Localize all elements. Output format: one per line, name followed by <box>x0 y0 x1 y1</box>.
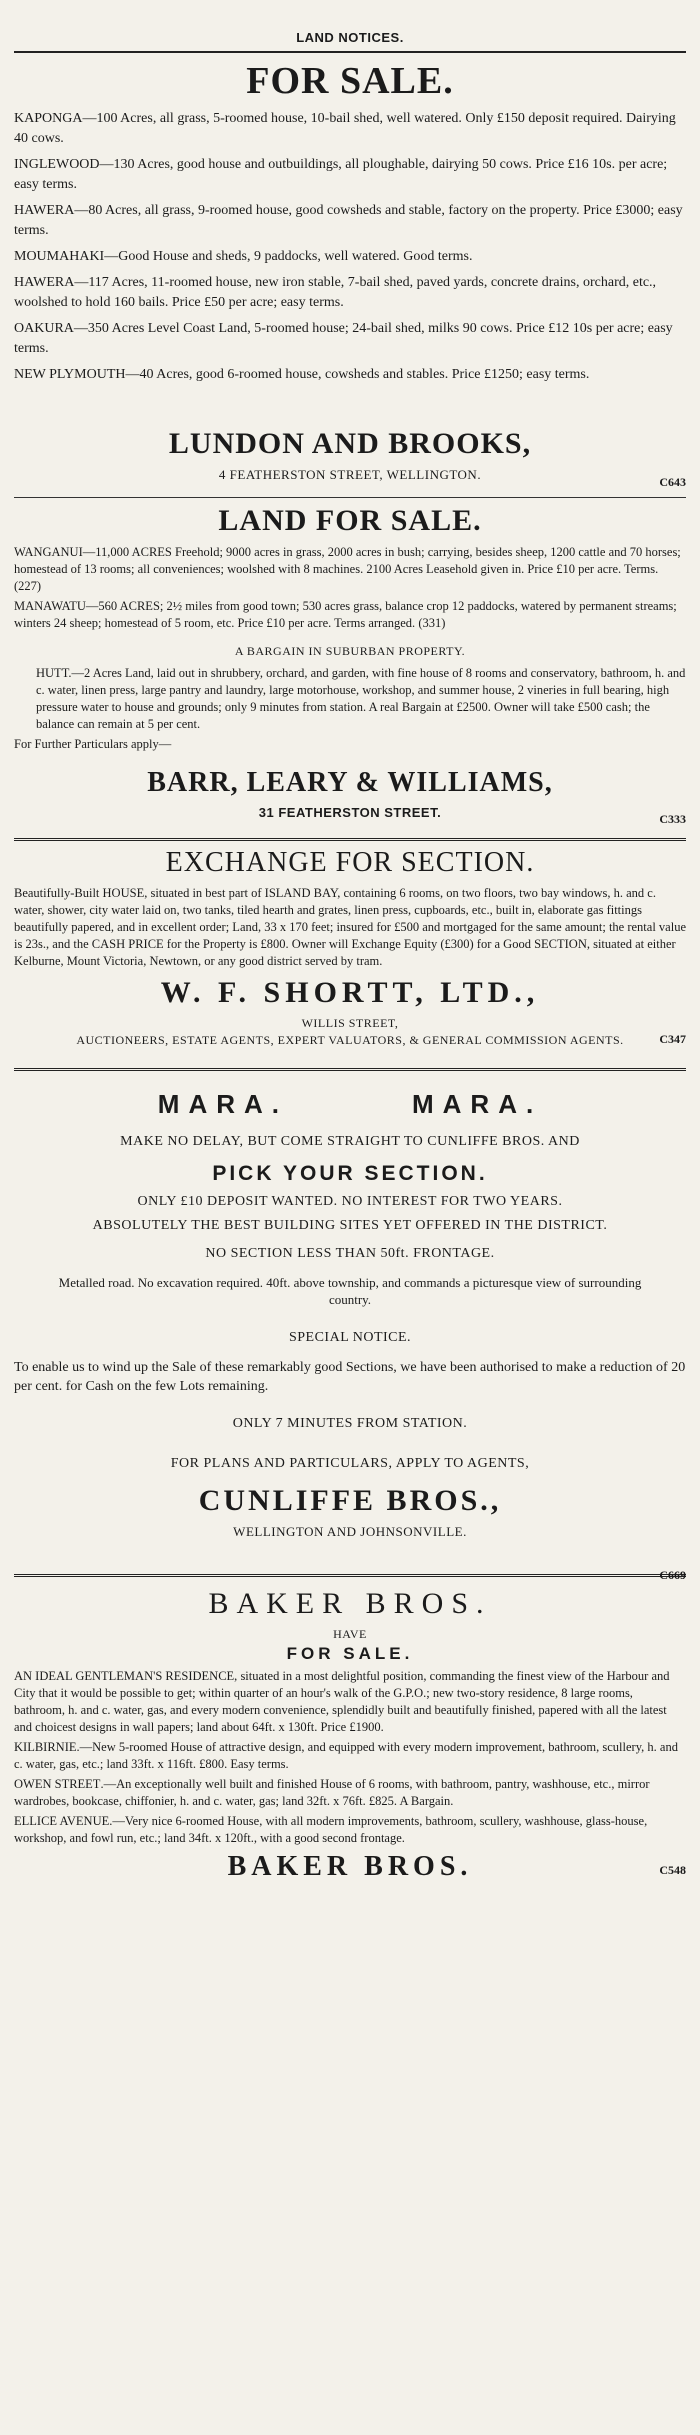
listing: INGLEWOOD—130 Acres, good house and outbuildings, all ploughable, dairying 50 cows. Price £16 10s. per acre; easy terms. <box>14 157 668 192</box>
mara-line: FOR PLANS AND PARTICULARS, APPLY TO AGENTS, <box>170 1456 530 1471</box>
ad-subtitle: FOR SALE. <box>286 1644 414 1663</box>
ad-title: FOR SALE. <box>246 60 454 102</box>
divider <box>14 1574 686 1577</box>
listing: KILBIRNIE.—New 5-roomed House of attractive design, and equipped with every modern improvement, bathroom, scullery, h. and c. water, gas, etc.; land 33ft. x 116ft. £800. Easy terms. <box>14 1740 678 1771</box>
agent-address: WELLINGTON AND JOHNSONVILLE. <box>233 1524 467 1539</box>
mara-line: ONLY £10 DEPOSIT WANTED. NO INTEREST FOR TWO YEARS. <box>137 1194 563 1209</box>
mara-title-left: MARA. <box>157 1089 288 1119</box>
agent-name: BARR, LEARY & WILLIAMS, <box>147 767 553 798</box>
agent-address: 31 FEATHERSTON STREET. <box>258 805 442 820</box>
ad-wf-shortt <box>14 847 686 1048</box>
ad-ref: C548 <box>659 1863 686 1877</box>
listing-ref: (227) <box>14 579 42 593</box>
listing: AN IDEAL GENTLEMAN'S RESIDENCE, situated in a most delightful position, commanding the finest view of the Harbour and City that it would be possible to get; within quarter of an hour's walk of the G.P.O.; new two-story residence, 8 large rooms, bathroom, h. and c. water, gas, and every modern convenience, splendidly built and beautifully finished, papered with all the latest and choicest designs in wall papers; land about 64ft. x 130ft. Price £1900. <box>14 1669 670 1734</box>
mara-line: MAKE NO DELAY, BUT COME STRAIGHT TO CUNLIFFE BROS. AND <box>120 1134 580 1149</box>
divider <box>14 497 686 498</box>
ad-ref: C347 <box>659 1032 686 1046</box>
special-notice-text: To enable us to wind up the Sale of these remarkably good Sections, we have been authorised to make a reduction of 20 per cent. for Cash on the few Lots remaining. <box>14 1360 686 1394</box>
listing: NEW PLYMOUTH—40 Acres, good 6-roomed house, cowsheds and stables. Price £1250; easy terms. <box>14 367 590 382</box>
apply-line: For Further Particulars apply— <box>14 737 172 751</box>
agent-address: 4 FEATHERSTON STREET, WELLINGTON. <box>218 467 482 482</box>
ad-title: EXCHANGE FOR SECTION. <box>165 847 535 878</box>
mara-title-right: MARA. <box>412 1089 543 1119</box>
listing-ref: (331) <box>418 616 446 630</box>
listing: MANAWATU—560 ACRES; 2½ miles from good town; 530 acres grass, balance crop 12 paddocks, watered by permanent streams; winters 24 sheep; homestead of 5 room, etc. Price £10 per acre. Terms arranged. (331) <box>14 599 677 630</box>
agent-name: LUNDON AND BROOKS, <box>168 427 532 460</box>
ad-title: BAKER BROS. <box>208 1587 492 1620</box>
listing: OAKURA—350 Acres Level Coast Land, 5-roomed house; 24-bail shed, milks 90 cows. Price £12 10s per acre; easy terms. <box>14 321 673 356</box>
ad-lundon-brooks <box>14 59 686 489</box>
agent-name: BAKER BROS. <box>227 1851 473 1882</box>
ad-title: LAND FOR SALE. <box>218 504 482 537</box>
listing: KAPONGA—100 Acres, all grass, 5-roomed house, 10-bail shed, well watered. Only £150 deposit required. Dairying 40 cows. <box>14 111 676 146</box>
ad-have: HAVE <box>333 1627 367 1641</box>
special-notice-heading: SPECIAL NOTICE. <box>288 1330 412 1345</box>
listing: HAWERA—80 Acres, all grass, 9-roomed house, good cowsheds and stable, factory on the property. Price £3000; easy terms. <box>14 203 683 238</box>
bargain-text: HUTT.—2 Acres Land, laid out in shrubbery, orchard, and garden, with fine house of 8 rooms and conservatory, bathroom, h. and c. water, linen press, large pantry and laundry, large motorhouse, workshop, and summer house, 2 vineries in full bearing, high pressure water to house and grounds; only 9 minutes from station. A real Bargain at £2500. Owner will take £500 cash; the balance can remain at 5 per cent. <box>36 666 686 731</box>
mara-pick-section: PICK YOUR SECTION. <box>212 1162 488 1185</box>
mara-description: Metalled road. No excavation required. 40ft. above township, and commands a picturesque view of surrounding country. <box>58 1275 642 1307</box>
ad-baker-bros <box>14 1587 686 1883</box>
listing: OWEN STREET.—An exceptionally well built and finished House of 6 rooms, with bathroom, pantry, washhouse, etc., mirror wardrobes, bookcase, chiffonier, h. and c. water, gas; land 32ft. x 76ft. £825. A Bargain. <box>14 1777 650 1808</box>
ad-barr-leary-williams <box>14 504 686 826</box>
divider <box>14 838 686 841</box>
agent-street: WILLIS STREET, <box>301 1016 399 1030</box>
listing: ELLICE AVENUE.—Very nice 6-roomed House, with all modern improvements, bathroom, scullery, washhouse, glass-house, workshop, and fowl run, etc.; land 34ft. x 120ft., with a good second frontage. <box>14 1814 648 1845</box>
ad-ref: C643 <box>659 475 686 489</box>
mara-line: ONLY 7 MINUTES FROM STATION. <box>232 1416 468 1431</box>
ad-ref: C333 <box>659 812 686 826</box>
ad-cunliffe-mara <box>14 1089 686 1582</box>
mara-line: ABSOLUTELY THE BEST BUILDING SITES YET OFFERED IN THE DISTRICT. <box>92 1218 608 1233</box>
divider <box>14 51 686 53</box>
listing: WANGANUI—11,000 ACRES Freehold; 9000 acres in grass, 2000 acres in bush; carrying, besides sheep, 1200 cattle and 70 horses; homestead of 13 rooms; all conveniences; woolshed with 8 machines. 2100 Acres Leasehold given in. Price £10 per acre. Terms. (227) <box>14 545 681 593</box>
divider <box>14 1068 686 1071</box>
agent-name: W. F. SHORTT, LTD., <box>160 976 540 1009</box>
ad-ref: C669 <box>659 1568 686 1582</box>
section-header: LAND NOTICES. <box>296 30 404 45</box>
bargain-heading: A BARGAIN IN SUBURBAN PROPERTY. <box>234 644 466 658</box>
ad-body: Beautifully-Built HOUSE, situated in best part of ISLAND BAY, containing 6 rooms, on two floors, two bay windows, h. and c. water, shower, city water laid on, two tanks, tiled hearth and grates, linen press, cupboards, etc., built in, elaborate gas fittings beautifully papered, and in excellent order; Land, 33 x 170 feet; insured for £500 and mortgaged for the same amount; the rental value is 23s., and the CASH PRICE for the Property is £800. Owner will Exchange Equity (£300) for a Good SECTION, situated at either Kelburne, Mount Victoria, Newtown, or any good district served by tram. <box>14 886 686 968</box>
mara-line: NO SECTION LESS THAN 50ft. FRONTAGE. <box>205 1246 495 1261</box>
listing: HAWERA—117 Acres, 11-roomed house, new iron stable, 7-bail shed, paved yards, concrete drains, orchard, etc., woolshed to hold 160 bails. Price £50 per acre; easy terms. <box>14 275 657 310</box>
agent-name: CUNLIFFE BROS., <box>198 1484 502 1517</box>
mara-titles <box>14 1089 686 1120</box>
listing: MOUMAHAKI—Good House and sheds, 9 paddocks, well watered. Good terms. <box>14 249 473 264</box>
agent-trade: AUCTIONEERS, ESTATE AGENTS, EXPERT VALUATORS, & GENERAL COMMISSION AGENTS. <box>76 1033 624 1047</box>
